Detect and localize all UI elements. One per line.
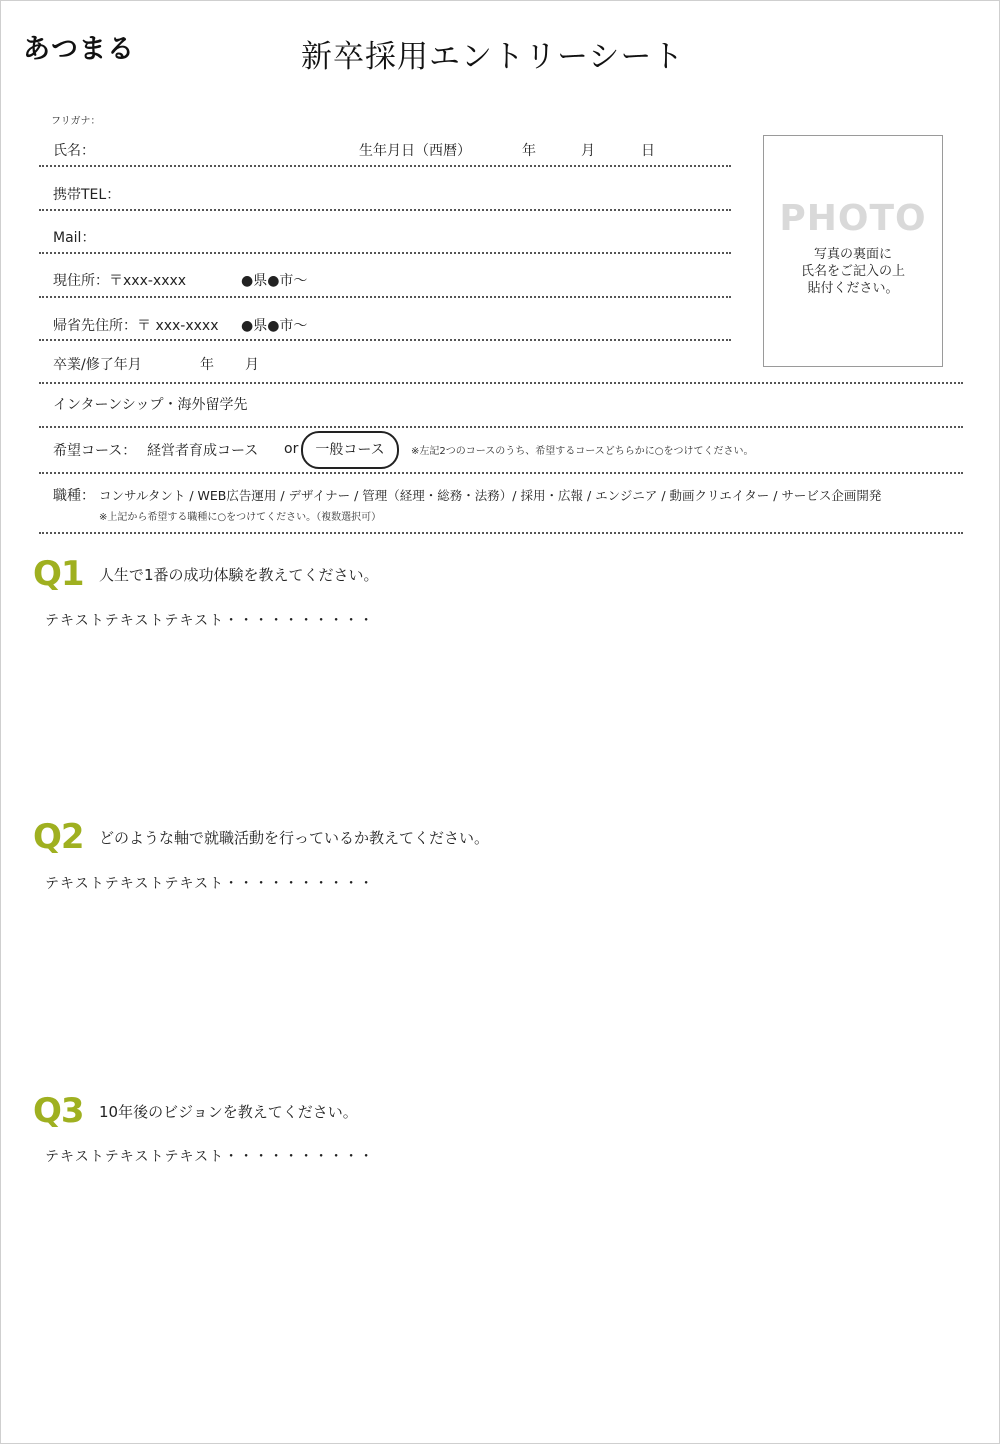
course-option-general: 一般コース bbox=[301, 431, 399, 469]
course-or: or bbox=[284, 441, 299, 457]
address-label: 現住所：〒xxx-xxxx bbox=[53, 273, 187, 289]
company-logo: あつまる bbox=[23, 34, 135, 65]
divider bbox=[39, 209, 731, 211]
question-text: 人生で1番の成功体験を教えてください。 bbox=[99, 566, 379, 584]
answer-text: テキストテキストテキスト・・・・・・・・・・ bbox=[45, 876, 375, 892]
job-note: ※上記から希望する職種に○をつけてください。（複数選択可） bbox=[99, 512, 382, 523]
answer-text: テキストテキストテキスト・・・・・・・・・・ bbox=[45, 613, 375, 629]
mail-label: Mail： bbox=[53, 230, 96, 246]
divider bbox=[39, 472, 963, 474]
birthday-month-label: 月 bbox=[581, 143, 595, 159]
address-value: ●県●市〜 bbox=[241, 273, 308, 289]
job-label: 職種： bbox=[53, 488, 95, 504]
mobile-label: 携帯TEL： bbox=[53, 187, 121, 203]
home-address-label: 帰省先住所：〒 xxx-xxxx bbox=[53, 318, 219, 334]
course-option-executive: 経営者育成コース bbox=[147, 443, 259, 459]
course-note: ※左記2つのコースのうち、希望するコースどちらかに○をつけてください。 bbox=[411, 446, 754, 457]
question-number: Q3 bbox=[33, 1091, 84, 1131]
divider bbox=[39, 252, 731, 254]
question-number: Q1 bbox=[33, 554, 84, 594]
birthday-label: 生年月日（西暦） bbox=[359, 143, 471, 159]
question-text: 10年後のビジョンを教えてください。 bbox=[99, 1103, 358, 1121]
photo-note: 写真の裏面に 氏名をご記入の上 貼付ください。 bbox=[800, 247, 905, 296]
page-title: 新卒採用エントリーシート bbox=[301, 39, 685, 75]
divider bbox=[39, 382, 963, 384]
birthday-day-label: 日 bbox=[641, 143, 655, 159]
graduation-label: 卒業/修了年月 bbox=[53, 357, 142, 373]
course-label: 希望コース： bbox=[53, 443, 137, 459]
photo-box bbox=[763, 135, 943, 367]
question-number: Q2 bbox=[33, 817, 84, 857]
divider bbox=[39, 532, 963, 534]
home-address-value: ●県●市〜 bbox=[241, 318, 308, 334]
divider bbox=[39, 426, 963, 428]
furigana-label: フリガナ： bbox=[51, 116, 101, 127]
divider bbox=[39, 296, 731, 298]
job-list: コンサルタント / WEB広告運用 / デザイナー / 管理（経理・総務・法務）/ 採用・広報 / エンジニア / 動画クリエイター / サービス企画開発 bbox=[99, 488, 882, 503]
photo-label: PHOTO bbox=[779, 198, 927, 239]
name-label: 氏名： bbox=[53, 143, 95, 159]
graduation-month-label: 月 bbox=[245, 357, 259, 373]
divider bbox=[39, 165, 731, 167]
divider bbox=[39, 339, 731, 341]
answer-text: テキストテキストテキスト・・・・・・・・・・ bbox=[45, 1149, 375, 1165]
graduation-year-label: 年 bbox=[200, 357, 214, 373]
internship-label: インターンシップ・海外留学先 bbox=[53, 397, 248, 413]
birthday-year-label: 年 bbox=[522, 143, 536, 159]
question-text: どのような軸で就職活動を行っているか教えてください。 bbox=[99, 829, 490, 847]
